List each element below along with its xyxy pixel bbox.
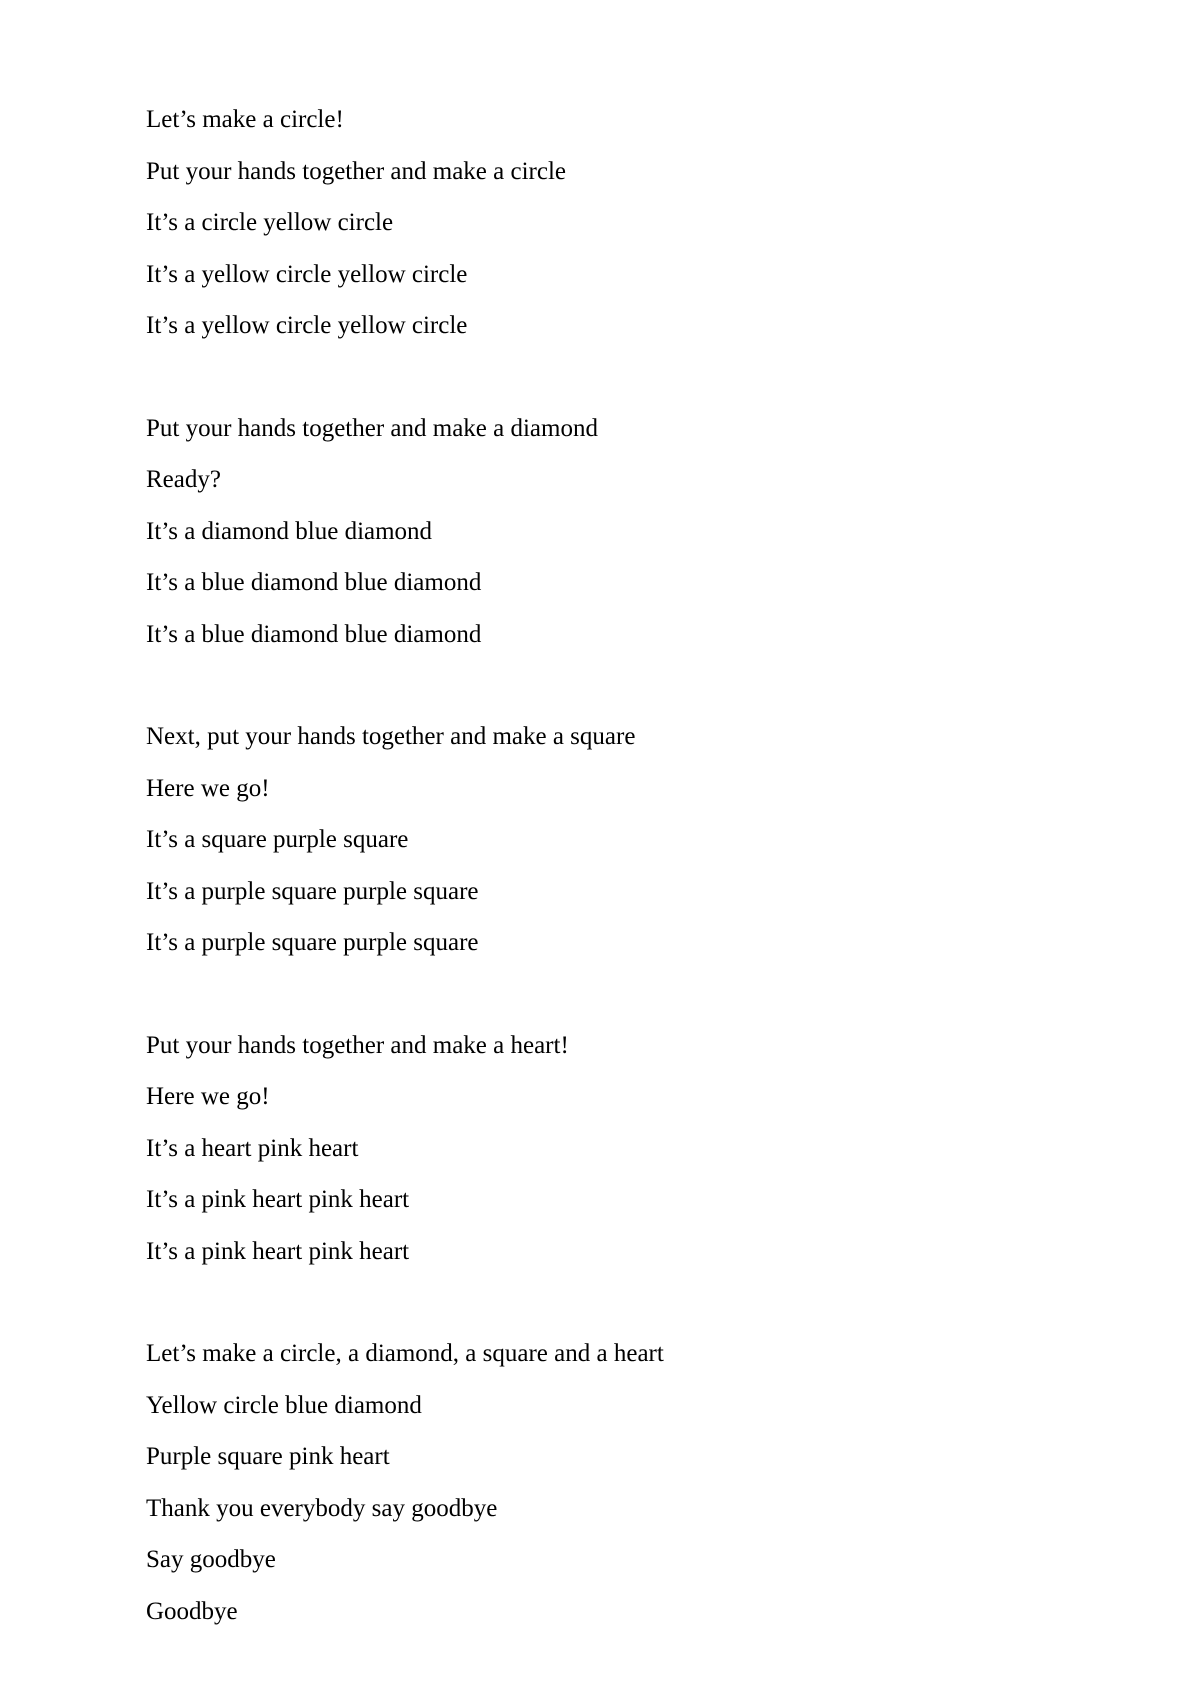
lyric-line: It’s a circle yellow circle	[146, 209, 394, 236]
lyric-line: It’s a pink heart pink heart	[146, 1237, 410, 1265]
lyric-line: Let’s make a circle, a diamond, a square and a heart	[146, 1340, 664, 1367]
lyric-line: Put your hands together and make a circle	[146, 157, 566, 185]
lyric-line: It’s a purple square purple square	[146, 877, 479, 905]
lyric-line: Let’s make a circle!	[146, 106, 344, 133]
lyric-line: It’s a diamond blue diamond	[146, 517, 433, 545]
stanza-circle	[146, 94, 1106, 352]
lyrics-body	[146, 94, 1106, 1637]
lyric-line: It’s a blue diamond blue diamond	[146, 620, 482, 648]
lyric-line: Thank you everybody say goodbye	[146, 1494, 498, 1522]
lyric-line: Next, put your hands together and make a square	[146, 723, 636, 750]
lyric-line: Purple square pink heart	[146, 1443, 390, 1470]
lyric-line: It’s a purple square purple square	[146, 929, 479, 956]
lyric-line: It’s a square purple square	[146, 826, 409, 853]
lyric-line: It’s a yellow circle yellow circle	[146, 312, 468, 339]
lyric-line: Goodbye	[146, 1597, 238, 1625]
lyric-line: It’s a yellow circle yellow circle	[146, 260, 468, 288]
stanza-finale	[146, 1328, 1106, 1637]
lyric-line: Here we go!	[146, 774, 270, 802]
lyric-line: Yellow circle blue diamond	[146, 1391, 422, 1419]
lyric-line: It’s a pink heart pink heart	[146, 1186, 410, 1213]
lyric-line: It’s a blue diamond blue diamond	[146, 569, 482, 596]
lyric-line: Put your hands together and make a heart!	[146, 1031, 569, 1059]
stanza-square	[146, 711, 1106, 969]
lyric-line: Here we go!	[146, 1083, 270, 1110]
lyric-line: It’s a heart pink heart	[146, 1134, 359, 1162]
stanza-heart	[146, 1020, 1106, 1278]
lyric-line: Say goodbye	[146, 1546, 276, 1573]
lyric-line: Ready?	[146, 466, 221, 493]
stanza-diamond	[146, 403, 1106, 661]
lyric-line: Put your hands together and make a diamond	[146, 414, 598, 442]
